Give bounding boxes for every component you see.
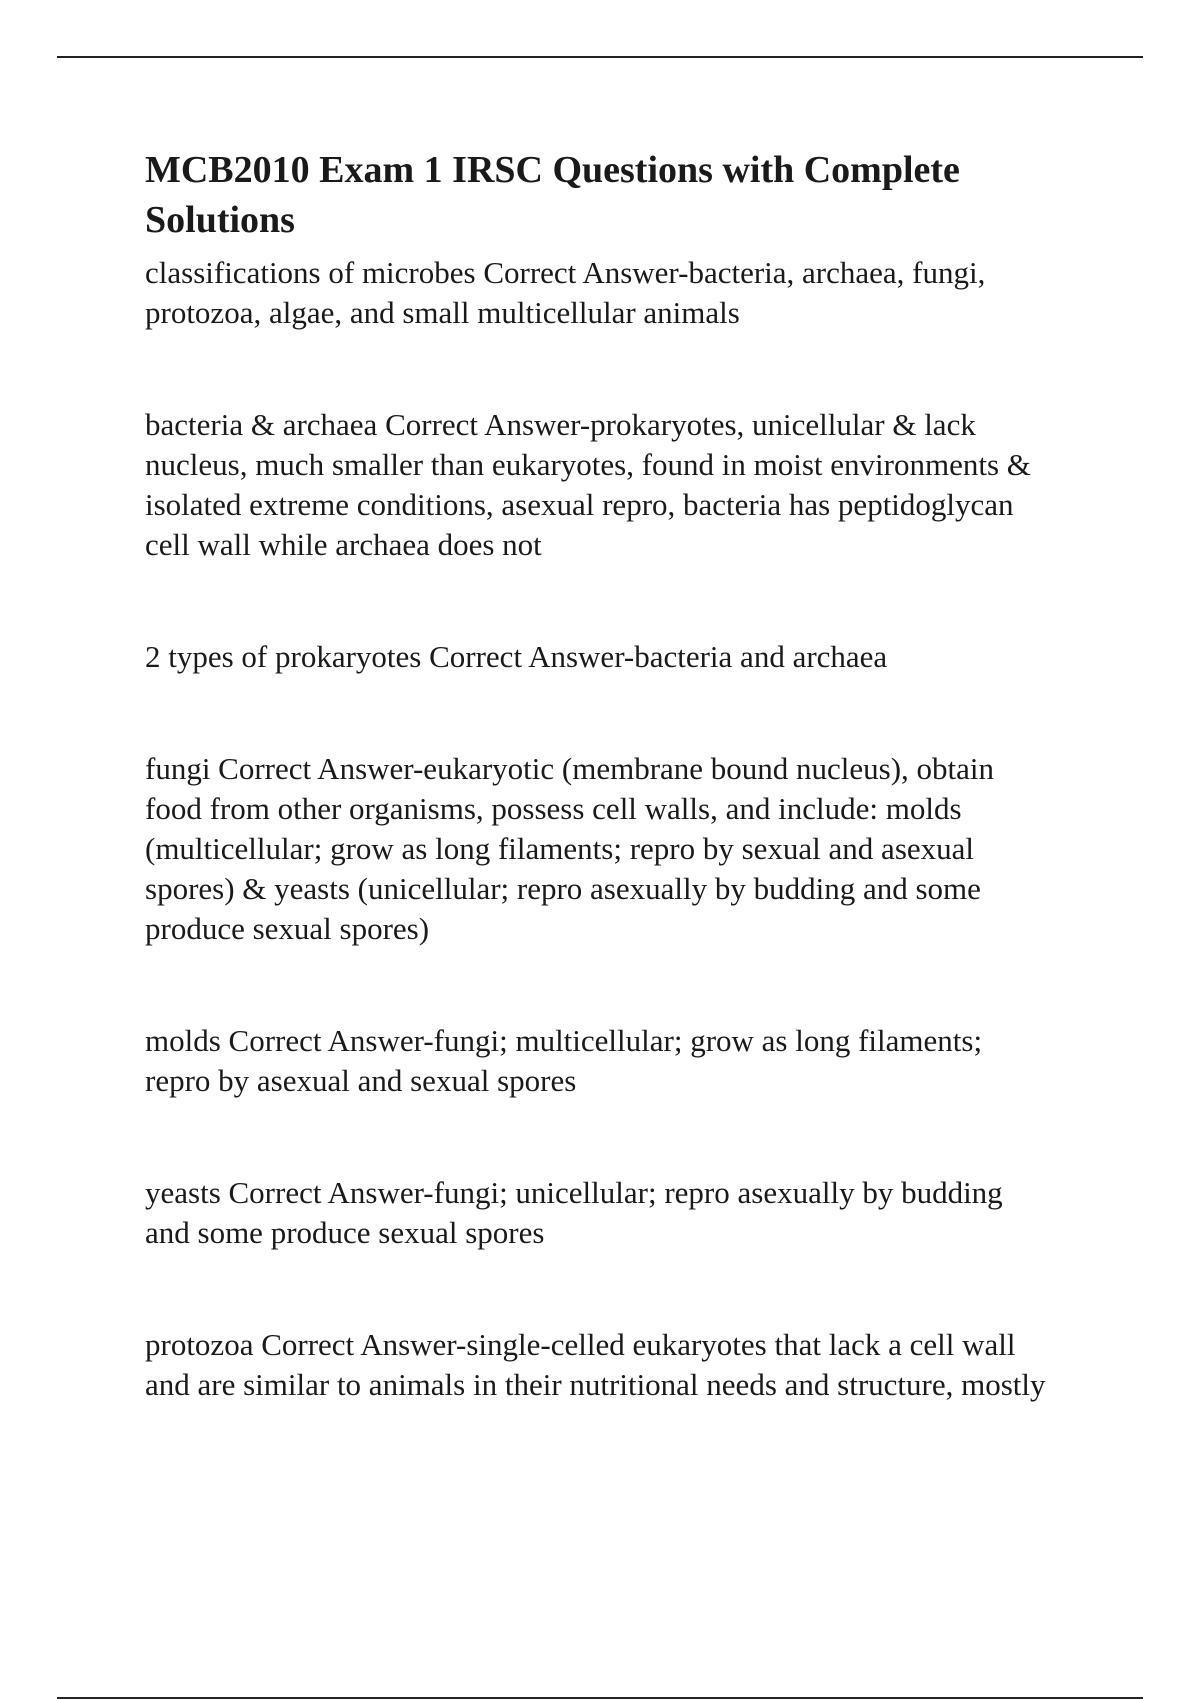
qa-entry-classifications: classifications of microbes Correct Answer-bacteria, archaea, fungi, protozoa, algae, and small multicellular animals xyxy=(145,255,986,330)
qa-entry-prokaryote-types: 2 types of prokaryotes Correct Answer-bacteria and archaea xyxy=(145,639,888,674)
qa-entry-bacteria-archaea: bacteria & archaea Correct Answer-prokaryotes, unicellular & lack nucleus, much smaller than eukaryotes, found in moist environments & isolated extreme conditions, asexual repro, bacteria has peptidoglycan cell wall while archaea does not xyxy=(145,407,1031,562)
bottom-divider xyxy=(57,1697,1143,1699)
document-body xyxy=(145,145,1095,1405)
qa-entry-yeasts: yeasts Correct Answer-fungi; unicellular; repro asexually by budding and some produce sexual spores xyxy=(145,1175,1003,1250)
qa-entry-molds: molds Correct Answer-fungi; multicellular; grow as long filaments; repro by asexual and sexual spores xyxy=(145,1023,983,1098)
qa-entry-fungi: fungi Correct Answer-eukaryotic (membrane bound nucleus), obtain food from other organisms, possess cell walls, and include: molds (multicellular; grow as long filaments; repro by sexual and asexual spores) & yeasts (unicellular; repro asexually by budding and some produce sexual spores) xyxy=(145,751,995,946)
document-title: MCB2010 Exam 1 IRSC Questions with Complete Solutions xyxy=(145,149,960,241)
qa-entry-protozoa: protozoa Correct Answer-single-celled eukaryotes that lack a cell wall and are similar to animals in their nutritional needs and structure, mostly xyxy=(145,1327,1046,1402)
top-divider xyxy=(57,56,1143,58)
